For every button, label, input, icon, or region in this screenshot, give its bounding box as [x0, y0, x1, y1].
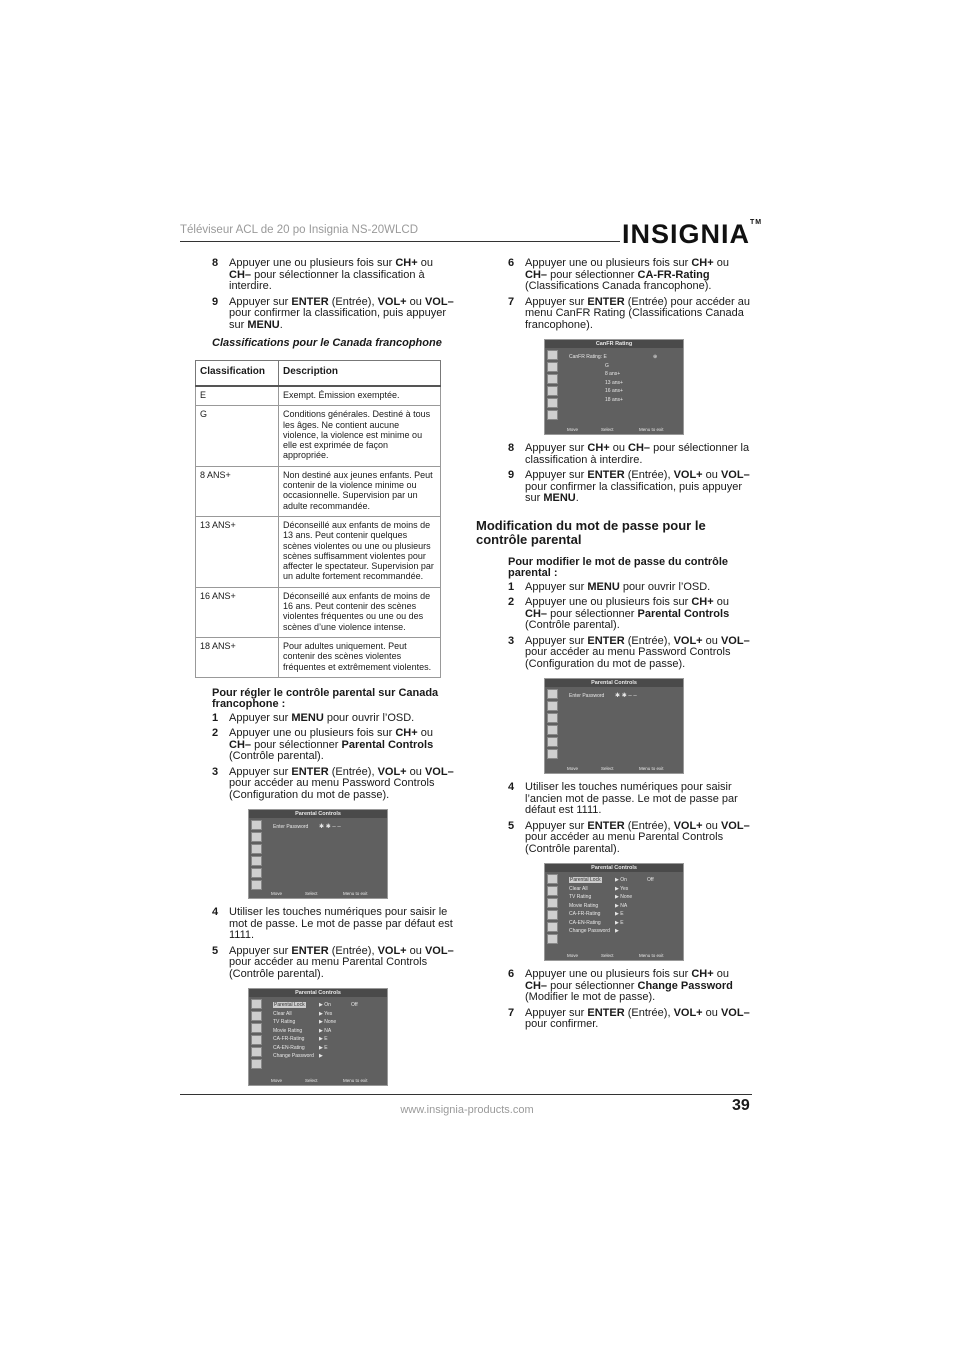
table-caption: Classifications pour le Canada francophone — [212, 337, 442, 349]
lock-icon: ⊕ — [653, 354, 658, 360]
step-8: 8 Appuyer sur CH+ ou CH– pour sélectionner la classification à interdire. — [508, 442, 750, 466]
table-row: 18 ANS+ Pour adultes uniquement. Peut contenir des scènes violentes fréquentes et extrêmement violentes. — [196, 637, 441, 677]
osd-footer: Move Select Menu to exit — [271, 891, 368, 897]
step-2: 2 Appuyer une ou plusieurs fois sur CH+ ou CH– pour sélectionner Parental Controls (Contrôle parental). — [508, 596, 730, 631]
step-7: 7 Appuyer sur ENTER (Entrée) pour accéder au menu CanFR Rating (Classifications Canada francophone). — [508, 295, 751, 331]
step-3: 3 Appuyer sur ENTER (Entrée), VOL+ ou VOL– pour accéder au menu Password Controls (Configuration du mot de passe). — [508, 634, 750, 670]
table-row: 8 ANS+ Non destiné aux jeunes enfants. Peut contenir de la violence minime ou occasionnelle. Supervision par un adulte recommandée. — [196, 466, 441, 516]
page-number: 39 — [732, 1097, 750, 1114]
osd-parental-screen: Parental Controls Parental Lock ▶ On Off Clear All ▶ Yes TV Rating ▶ None Movie Rating ▶ NA CA-FR-Rating ▶ E CA-EN-Rating ▶ E Change Password ▶ Move Select Menu to exit — [248, 988, 388, 1086]
step-9: 9 Appuyer sur ENTER (Entrée), VOL+ ou VOL– pour confirmer la classification, puis appuyer sur MENU. — [508, 469, 750, 504]
header-rule — [180, 241, 620, 242]
step-5: 5 Appuyer sur ENTER (Entrée), VOL+ ou VOL– pour accéder au menu Parental Controls (Contrôle parental). — [212, 944, 454, 980]
step-1: 1 Appuyer sur MENU pour ouvrir l’OSD. — [212, 711, 415, 724]
step-6: 6 Appuyer une ou plusieurs fois sur CH+ ou CH– pour sélectionner Change Password (Modifier le mot de passe). — [508, 968, 733, 1003]
osd-canfr-screen: CanFR Rating CanFR Rating: E ⊕ G 8 ans+ 13 ans+ 16 ans+ 18 ans+ Move Select Menu to exit — [544, 339, 684, 435]
table-row: G Conditions générales. Destiné à tous les âges. Ne contient aucune violence, la violence est minime ou elle est exprimée de façon appropriée. — [196, 406, 441, 466]
table-row: 13 ANS+ Déconseillé aux enfants de moins de 13 ans. Peut contenir quelques scènes violentes ou une ou plusieurs scènes suffisamment violentes pour affecter le spectateur. Supervision par un adulte fortement recommandée. — [196, 516, 441, 587]
left-column — [200, 257, 456, 1094]
step-4: 4 Utiliser les touches numériques pour saisir le mot de passe. Le mot de passe par défaut est 1111. — [212, 906, 453, 942]
table-header: Description — [279, 360, 441, 386]
step-7: 7 Appuyer sur ENTER (Entrée), VOL+ ou VOL– pour confirmer. — [508, 1006, 750, 1030]
table-row: 16 ANS+ Déconseillé aux enfants de moins de 16 ans. Peut contenir des scènes violentes fréquentes ou une ou des scènes d’une violence intense. — [196, 587, 441, 637]
osd-password-screen: Parental Controls Enter Password ✱ ✱ – – Move Select Menu to exit — [248, 809, 388, 899]
procedure-heading: Pour modifier le mot de passe du contrôle parental : — [508, 555, 729, 579]
step-2: 2 Appuyer une ou plusieurs fois sur CH+ ou CH– pour sélectionner Parental Controls (Contrôle parental). — [212, 727, 434, 763]
step-4: 4 Utiliser les touches numériques pour saisir l’ancien mot de passe. Le mot de passe par défaut est 1111. — [508, 781, 738, 816]
step-9: 9 Appuyer sur ENTER (Entrée), VOL+ ou VOL– pour confirmer la classification, puis appuyer sur MENU. — [212, 295, 454, 331]
osd-password-screen: Parental Controls Enter Password ✱ ✱ – – Move Select Menu to exit — [544, 678, 684, 774]
step-8: 8 Appuyer une ou plusieurs fois sur CH+ ou CH– pour sélectionner la classification à interdire. — [212, 257, 433, 292]
classification-table — [195, 360, 441, 678]
table-row: E Exempt. Émission exemptée. — [196, 386, 441, 406]
section-title: Modification du mot de passe pour le contrôle parental — [476, 517, 706, 547]
step-3: 3 Appuyer sur ENTER (Entrée), VOL+ ou VOL– pour accéder au menu Password Controls (Configuration du mot de passe). — [212, 765, 454, 801]
footer-rule — [180, 1094, 752, 1095]
step-5: 5 Appuyer sur ENTER (Entrée), VOL+ ou VOL– pour accéder au menu Parental Controls (Contrôle parental). — [508, 819, 750, 855]
step-1: 1 Appuyer sur MENU pour ouvrir l’OSD. — [508, 580, 711, 593]
osd-side-icons — [251, 820, 263, 892]
procedure-heading: Pour régler le contrôle parental sur Canada francophone : — [212, 686, 439, 711]
running-header: Téléviseur ACL de 20 po Insignia NS-20WLCD — [180, 224, 418, 236]
right-column — [476, 257, 752, 1035]
insignia-logo: INSIGNIA™ — [622, 219, 763, 249]
table-header: Classification — [196, 360, 279, 386]
step-6: 6 Appuyer une ou plusieurs fois sur CH+ ou CH– pour sélectionner CA-FR-Rating (Classifications Canada francophone). — [508, 257, 729, 292]
footer-url: www.insignia-products.com — [400, 1104, 534, 1116]
osd-parental-screen: Parental Controls Parental Lock ▶ On Off Clear All ▶ Yes TV Rating ▶ None Movie Rating ▶ NA CA-FR-Rating ▶ E CA-EN-Rating ▶ E Change Password ▶ Move Select Menu to exit — [544, 863, 684, 961]
